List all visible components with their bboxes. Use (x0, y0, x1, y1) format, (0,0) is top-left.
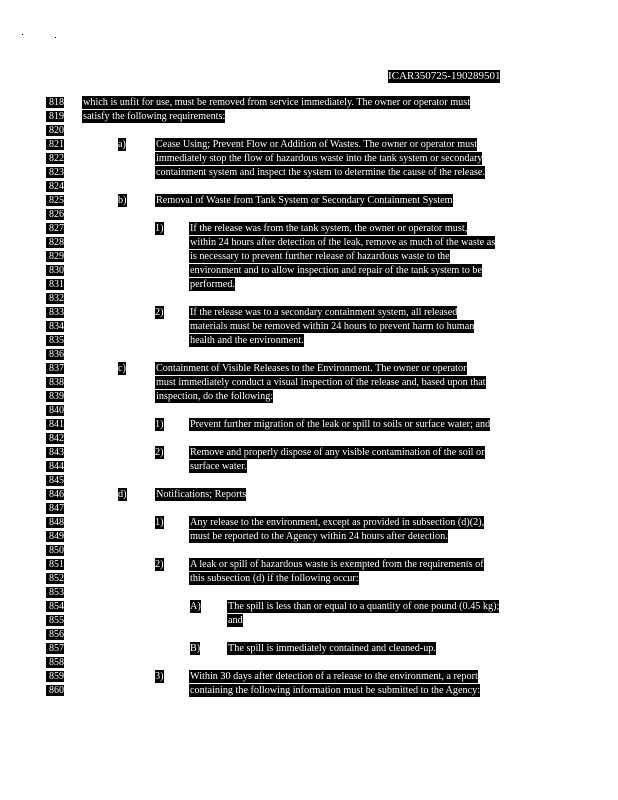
body-text-line: inspection, do the following: (156, 391, 274, 402)
subitem-label: B) (190, 643, 201, 654)
body-text-line: The spill is less than or equal to a quantity of one pound (0.45 kg); (228, 601, 500, 612)
body-text-line: immediately stop the flow of hazardous waste into the tank system or secondary (156, 153, 483, 164)
line-number: 848 (46, 517, 64, 528)
item-label: 1) (155, 223, 164, 234)
line-number: 845 (46, 475, 64, 486)
line-number: 841 (46, 419, 64, 430)
body-text-line: within 24 hours after detection of the leak, remove as much of the waste as (190, 237, 496, 248)
line-number: 847 (46, 503, 64, 514)
subsection-label-d: d) (118, 489, 127, 500)
line-number: 856 (46, 629, 64, 640)
line-number: 855 (46, 615, 64, 626)
line-number: 821 (46, 139, 64, 150)
line-number: 857 (46, 643, 64, 654)
line-number: 858 (46, 657, 64, 668)
line-number: 849 (46, 531, 64, 542)
item-label: 3) (155, 671, 164, 682)
line-number: 825 (46, 195, 64, 206)
line-number: 851 (46, 559, 64, 570)
body-text-line: containment system and inspect the system to determine the cause of the release. (156, 167, 486, 178)
subsection-title: Removal of Waste from Tank System or Secondary Containment System (156, 195, 453, 206)
line-number: 819 (46, 111, 64, 122)
line-number: 829 (46, 251, 64, 262)
line-number: 837 (46, 363, 64, 374)
line-number: 828 (46, 237, 64, 248)
body-text-line: Within 30 days after detection of a release to the environment, a report (190, 671, 478, 682)
body-text-line: Any release to the environment, except as provided in subsection (d)(2), (190, 517, 485, 528)
item-label: 2) (155, 447, 164, 458)
subitem-label: A) (190, 601, 201, 612)
line-number: 833 (46, 307, 64, 318)
body-text-line: is necessary to prevent further release of hazardous waste to the (190, 251, 450, 262)
scan-speck (55, 37, 56, 38)
line-number: 842 (46, 433, 64, 444)
line-number: 843 (46, 447, 64, 458)
body-text-line: surface water. (190, 461, 247, 472)
body-text-line: If the release was from the tank system, the owner or operator must, (190, 223, 468, 234)
body-text-line: this subsection (d) if the following occur: (190, 573, 359, 584)
line-number: 860 (46, 685, 64, 696)
body-text-line: Cease Using; Prevent Flow or Addition of Wastes. The owner or operator must (156, 139, 478, 150)
line-number: 823 (46, 167, 64, 178)
body-text-line: materials must be removed within 24 hours to prevent harm to human (190, 321, 475, 332)
line-number: 830 (46, 265, 64, 276)
body-text-line: which is unfit for use, must be removed from service immediately. The owner or operator must (83, 97, 471, 108)
line-number: 836 (46, 349, 64, 360)
body-text-line: performed. (190, 279, 235, 290)
body-text-line: must immediately conduct a visual inspection of the release and, based upon that (156, 377, 486, 388)
item-label: 1) (155, 419, 164, 430)
body-text-line: containing the following information must be submitted to the Agency: (190, 685, 481, 696)
line-number: 840 (46, 405, 64, 416)
line-number: 859 (46, 671, 64, 682)
body-text-line: must be reported to the Agency within 24 hours after detection. (190, 531, 448, 542)
item-label: 2) (155, 307, 164, 318)
body-text-line: The spill is immediately contained and cleaned-up. (228, 643, 436, 654)
line-number: 827 (46, 223, 64, 234)
subsection-label-c: c) (118, 363, 126, 374)
line-number: 824 (46, 181, 64, 192)
line-number: 854 (46, 601, 64, 612)
body-text-line: satisfy the following requirements: (83, 111, 226, 122)
line-number: 838 (46, 377, 64, 388)
line-number: 839 (46, 391, 64, 402)
line-number: 826 (46, 209, 64, 220)
body-text-line: Prevent further migration of the leak or spill to soils or surface water; and (190, 419, 491, 430)
document-id-header: ICAR350725-190289501 (388, 70, 501, 82)
body-text-line: health and the environment. (190, 335, 304, 346)
body-text-line: Remove and properly dispose of any visible contamination of the soil or (190, 447, 485, 458)
line-number: 850 (46, 545, 64, 556)
subsection-label-b: b) (118, 195, 127, 206)
line-number: 820 (46, 125, 64, 136)
body-text-line: and (228, 615, 243, 626)
line-number: 822 (46, 153, 64, 164)
line-number: 835 (46, 335, 64, 346)
subsection-title: Notifications; Reports (156, 489, 247, 500)
line-number: 844 (46, 461, 64, 472)
line-number: 834 (46, 321, 64, 332)
line-number: 831 (46, 279, 64, 290)
line-number: 853 (46, 587, 64, 598)
body-text-line: environment and to allow inspection and repair of the tank system to be (190, 265, 482, 276)
scan-speck (22, 34, 23, 35)
body-text-line: If the release was to a secondary containment system, all released (190, 307, 458, 318)
item-label: 2) (155, 559, 164, 570)
body-text-line: Containment of Visible Releases to the Environment. The owner or operator (156, 363, 467, 374)
line-number: 832 (46, 293, 64, 304)
line-number: 846 (46, 489, 64, 500)
line-number: 852 (46, 573, 64, 584)
subsection-label-a: a) (118, 139, 126, 150)
line-number: 818 (46, 97, 64, 108)
item-label: 1) (155, 517, 164, 528)
body-text-line: A leak or spill of hazardous waste is exempted from the requirements of (190, 559, 484, 570)
